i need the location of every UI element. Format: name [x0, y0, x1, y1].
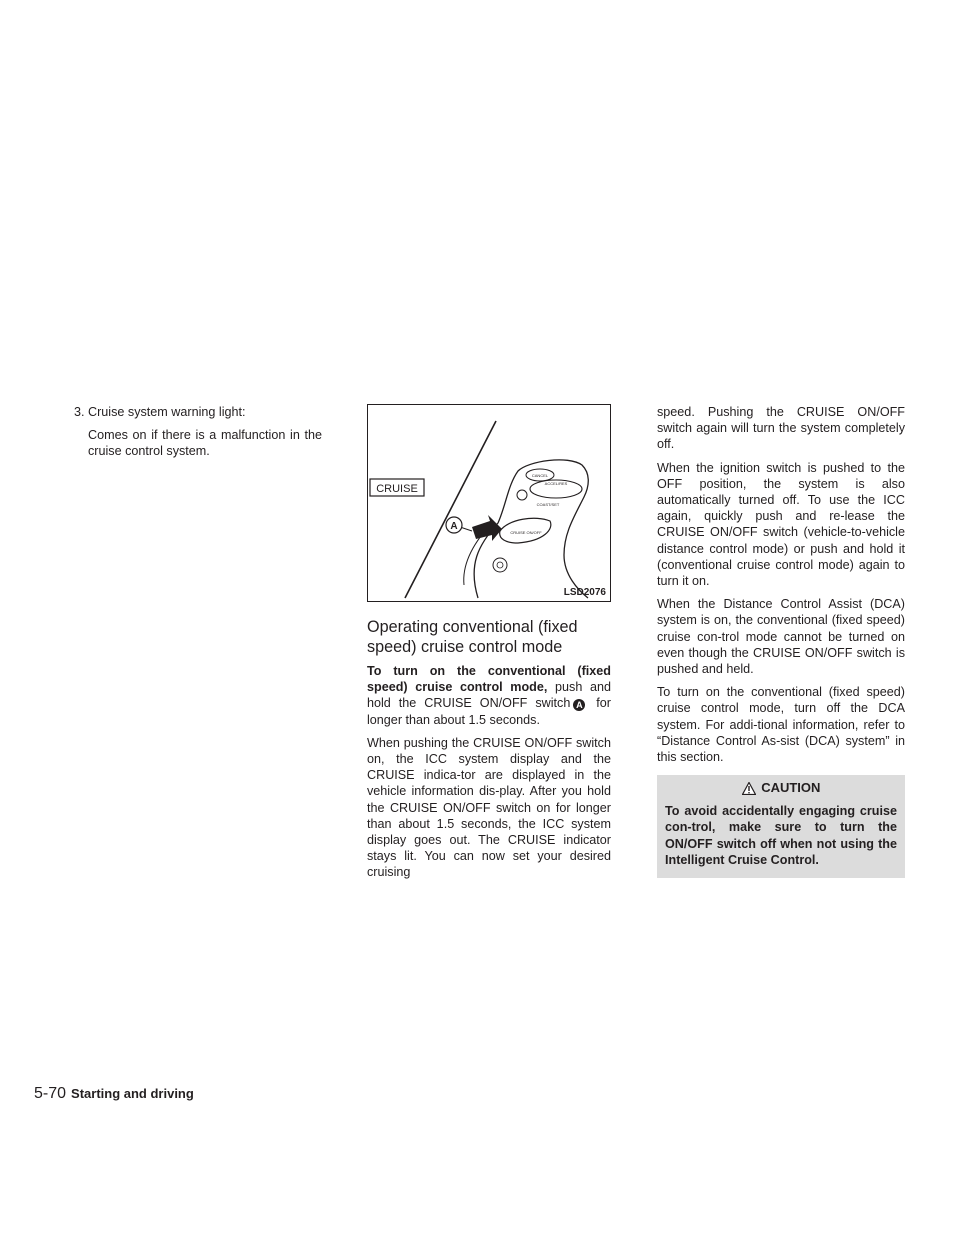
caution-box — [657, 775, 905, 878]
paragraph-turn-on — [367, 663, 611, 728]
section-heading: Operating conventional (fixed speed) cruise control mode — [367, 618, 578, 656]
list-item-3 — [74, 404, 322, 420]
cruise-onoff-label: CRUISE ON/OFF — [510, 530, 542, 535]
caution-title: CAUTION — [761, 780, 821, 796]
caution-header — [665, 779, 897, 797]
callout-a-marker: A — [573, 699, 585, 711]
section-name: Starting and driving — [71, 1086, 194, 1101]
steering-switch-drawing — [368, 405, 610, 601]
paragraph-turn-on-lead: To turn on the conventional (fixed speed) cruise control mode, — [367, 664, 611, 695]
coast-set-label: COAST/SET — [536, 502, 560, 507]
column-middle — [367, 404, 611, 881]
figure-id: LSD2076 — [563, 587, 606, 598]
page-number: 5-70 — [34, 1085, 67, 1102]
cruise-indicator-label: CRUISE — [376, 483, 418, 495]
caution-text: To avoid accidentally engaging cruise con-trol, make sure to turn the ON/OFF switch off when not using the Intelligent Cruise Control. — [665, 804, 897, 867]
paragraph-dca: When the Distance Control Assist (DCA) system is on, the conventional (fixed speed) cruise con-trol mode cannot be turned on even though the CRUISE ON/OFF switch is pushed and held. — [657, 597, 905, 677]
paragraph-ignition: When the ignition switch is pushed to the OFF position, the system is also automatically turned off. To use the ICC again, quickly push and re-lease the CRUISE ON/OFF switch (vehicle-to-vehicle distance control mode) or push and hold it (conventional cruise control mode) again to turn it on. — [657, 460, 905, 589]
cancel-label: CANCEL — [531, 473, 549, 478]
cruise-switch-illustration — [367, 404, 611, 602]
paragraph-turn-on-text-b: for longer than about 1.5 seconds. — [367, 696, 611, 727]
accel-res-label: ACCEL/RES — [544, 481, 568, 486]
page-footer — [34, 1085, 194, 1103]
paragraph-turn-off-dca: To turn on the conventional (fixed speed) cruise control mode, turn off the DCA system. For addi-tional information, refer to “Distance Control As-sist (DCA) system” in this section. — [657, 685, 905, 765]
paragraph-turn-on-text-a: push and hold the CRUISE ON/OFF switch — [367, 680, 611, 711]
paragraph-display: When pushing the CRUISE ON/OFF switch on, the ICC system display and the CRUISE indica-tor are displayed in the vehicle information dis-play. After you hold the CRUISE ON/OFF switch on for longer than about 1.5 seconds, the ICC system display goes out. The CRUISE indicator stays lit. You can now set your desired cruising — [367, 735, 611, 880]
list-item-title: Cruise system warning light: — [88, 405, 246, 419]
callout-a-label: A — [450, 521, 458, 532]
column-right — [657, 404, 905, 878]
list-item-body: Comes on if there is a malfunction in the cruise control system. — [88, 428, 322, 459]
list-item-number: 3. — [74, 405, 85, 419]
column-left — [60, 404, 322, 460]
warning-triangle-icon — [742, 782, 756, 795]
paragraph-speed: speed. Pushing the CRUISE ON/OFF switch again will turn the system completely off. — [657, 405, 905, 452]
